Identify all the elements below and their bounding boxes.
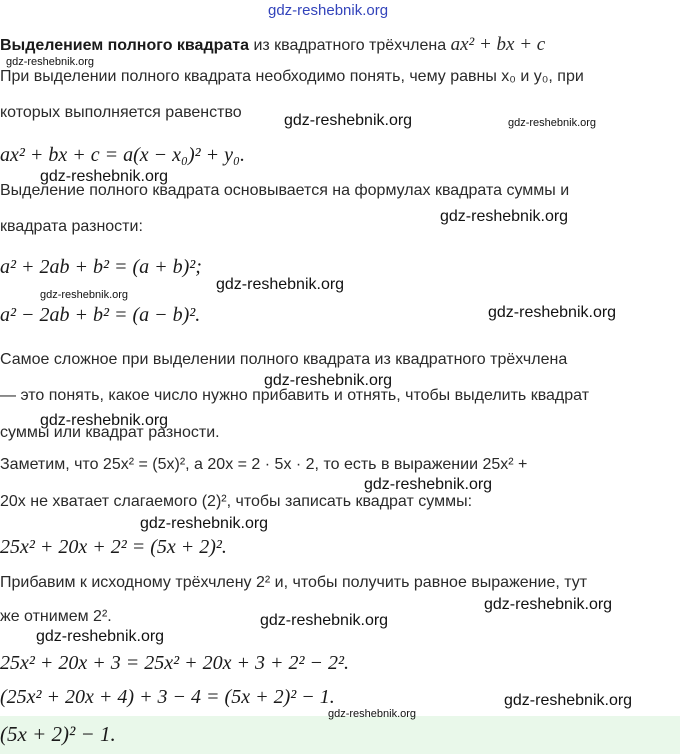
watermark: gdz-reshebnik.org [140,515,269,532]
watermark: gdz-reshebnik.org [440,208,569,225]
watermark: gdz-reshebnik.org [364,476,493,493]
term-complete-square: Выделением полного квадрата [0,37,249,54]
intro-text: из квадратного трёхчлена [249,37,451,54]
intro-line [0,34,545,56]
watermark: gdz-reshebnik.org [36,628,165,645]
text-line-2: При выделении полного квадрата необходимо понять, чему равны x₀ и y₀, при [0,68,584,85]
watermark-top: gdz-reshebnik.org [268,2,389,19]
watermark: gdz-reshebnik.org [40,289,129,301]
add-line-1: Прибавим к исходному трёхчлену 2² и, чтобы получить равное выражение, тут [0,574,588,591]
paragraph-line: суммы или квадрат разности. [0,424,220,441]
watermark: gdz-reshebnik.org [216,276,345,293]
equation-step-1: 25x² + 20x + 3 = 25x² + 20x + 3 + 2² − 2². [0,652,349,674]
watermark: gdz-reshebnik.org [264,372,393,389]
add-line-2: же отнимем 2². [0,608,112,625]
paragraph-line: Самое сложное при выделении полного квадрата из квадратного трёхчлена [0,351,568,368]
equation-square: 25x² + 20x + 2² = (5x + 2)². [0,536,227,558]
final-answer: (5x + 2)² − 1. [0,722,116,746]
watermark: gdz-reshebnik.org [508,117,597,129]
watermark: gdz-reshebnik.org [260,612,389,629]
watermark: gdz-reshebnik.org [484,596,613,613]
text-line-4: Выделение полного квадрата основывается на формулах квадрата суммы и [0,182,570,199]
watermark: gdz-reshebnik.org [6,56,95,68]
trinomial-expr: ax² + bx + c [450,34,546,55]
watermark: gdz-reshebnik.org [40,168,169,185]
watermark: gdz-reshebnik.org [504,692,633,709]
paragraph-line: — это понять, какое число нужно прибавить и отнять, чтобы выделить квадрат [0,387,590,404]
note-line-1: Заметим, что 25x² = (5x)², а 20x = 2 · 5x · 2, то есть в выражении 25x² + [0,456,528,473]
text-line-5: квадрата разности: [0,218,143,235]
watermark: gdz-reshebnik.org [488,304,617,321]
equation-main: ax² + bx + c = a(x − x₀)² + y₀. [0,144,245,166]
equation-step-2: (25x² + 20x + 4) + 3 − 4 = (5x + 2)² − 1. [0,686,335,708]
watermark: gdz-reshebnik.org [40,412,169,429]
formula-sum-square: a² + 2ab + b² = (a + b)²; [0,256,202,278]
note-line-2: 20x не хватает слагаемого (2)², чтобы записать квадрат суммы: [0,493,473,510]
text-line-3: которых выполняется равенство [0,104,242,121]
watermark: gdz-reshebnik.org [328,708,417,720]
formula-diff-square: a² − 2ab + b² = (a − b)². [0,304,201,326]
watermark: gdz-reshebnik.org [284,112,413,129]
